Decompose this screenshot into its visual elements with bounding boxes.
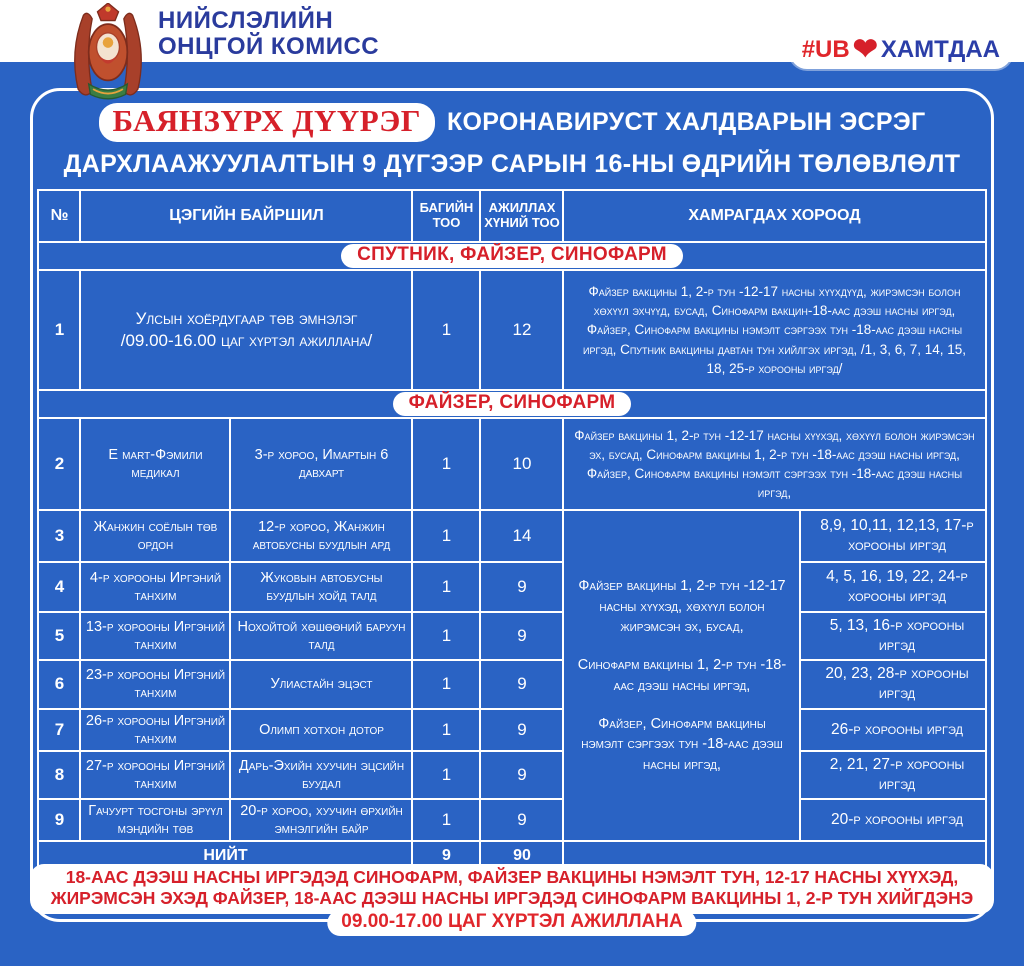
row2-location1: E mart-Фэмили медикал bbox=[80, 418, 230, 510]
row3-staff: 14 bbox=[480, 510, 563, 562]
heart-icon: ❤ bbox=[852, 33, 878, 66]
main-panel bbox=[30, 88, 994, 932]
org-name-line1: НИЙСЛЭЛИЙН bbox=[158, 7, 334, 34]
row8-teams: 1 bbox=[412, 751, 480, 799]
row6-khoroos: 20, 23, 28-р хорооны иргэд bbox=[800, 660, 985, 708]
section-cell bbox=[38, 242, 985, 270]
row9-location2: 20-р хороо, хуучин өрхийн эмнэлгийн байр bbox=[230, 799, 412, 841]
total-staff: 90 bbox=[480, 841, 563, 870]
poster-body bbox=[0, 88, 1024, 966]
row3-no: 3 bbox=[38, 510, 80, 562]
row2-staff: 10 bbox=[480, 418, 563, 510]
col-header-staff: АЖИЛЛАХ ХҮНИЙ ТОО bbox=[480, 190, 563, 242]
merged-note-p2: Синофарм вакцины 1, 2-р тун -18-аас дээш насны иргэд, bbox=[577, 657, 787, 694]
section2-label: ФАЙЗЕР, СИНОФАРМ bbox=[393, 392, 632, 416]
total-teams: 9 bbox=[412, 841, 480, 870]
row2-no: 2 bbox=[38, 418, 80, 510]
hashtag-prefix: #UB bbox=[801, 36, 850, 63]
table-header-row bbox=[38, 190, 985, 242]
section-row-pfizer-sinopharm bbox=[38, 390, 985, 418]
row1-location-line2: /09.00-16.00 цаг хүртэл ажиллана/ bbox=[120, 331, 373, 350]
table-row bbox=[38, 562, 985, 612]
row8-location1: 27-р хорооны Иргэний танхим bbox=[80, 751, 230, 799]
title-line1 bbox=[33, 103, 991, 142]
row5-location1: 13-р хорооны Иргэний танхим bbox=[80, 612, 230, 660]
table-row bbox=[38, 660, 985, 708]
hashtag-badge bbox=[790, 33, 1012, 69]
row7-khoroos: 26-р хорооны иргэд bbox=[800, 709, 985, 751]
top-header-band bbox=[0, 0, 1024, 66]
row5-staff: 9 bbox=[480, 612, 563, 660]
row4-location2: Жуковын автобусны буудлын хойд талд bbox=[230, 562, 412, 612]
merged-vaccine-note bbox=[563, 510, 800, 841]
merged-note-p1: Файзер вакцины 1, 2-р тун -12-17 насны хүүхэд, хөхүүл болон жирэмсэн эх, бусад, bbox=[578, 578, 786, 636]
row4-staff: 9 bbox=[480, 562, 563, 612]
merged-note-p3: Файзер, Синофарм вакцины нэмэлт сэргээх тун -18-аас дээш насны иргэд, bbox=[581, 715, 783, 773]
row1-location bbox=[80, 270, 412, 390]
row3-khoroos: 8,9, 10,11, 12,13, 17-р хорооны иргэд bbox=[800, 510, 985, 562]
row4-no: 4 bbox=[38, 562, 80, 612]
title-block bbox=[33, 91, 991, 179]
title-line2: ДАРХЛААЖУУЛАЛТЫН 9 ДҮГЭЭР САРЫН 16-НЫ ӨДРИЙН ТӨЛӨВЛӨЛТ bbox=[63, 150, 961, 178]
row6-location1: 23-р хорооны Иргэний танхим bbox=[80, 660, 230, 708]
row7-teams: 1 bbox=[412, 709, 480, 751]
title-rest: КОРОНАВИРУСТ ХАЛДВАРЫН ЭСРЭГ bbox=[446, 108, 926, 136]
row7-location1: 26-р хорооны Иргэний танхим bbox=[80, 709, 230, 751]
row2-khorood: Файзер вакцины 1, 2-р тун -12-17 насны хүүхэд, хөхүүл болон жирэмсэн эх, бусад, Синофарм вакцины 1, 2-р тун -18-аас дээш насны иргэд, Файзер, Синофарм вакцины нэмэлт сэргээх тун -18-аас дээш насны иргэд, bbox=[563, 418, 985, 510]
section-cell bbox=[38, 390, 985, 418]
state-emblem-logo bbox=[64, 3, 152, 105]
section-row-sputnik-pfizer-sinopharm bbox=[38, 242, 985, 270]
row2-location2: 3-р хороо, Имартын 6 давхарт bbox=[230, 418, 412, 510]
vaccination-schedule-table bbox=[37, 189, 986, 871]
row7-location2: Олимп хотхон дотор bbox=[230, 709, 412, 751]
row5-location2: Нохойтой хөшөөний баруун талд bbox=[230, 612, 412, 660]
district-badge: БАЯНЗҮРХ ДҮҮРЭГ bbox=[99, 103, 435, 142]
row5-khoroos: 5, 13, 16-р хорооны иргэд bbox=[800, 612, 985, 660]
footer-notice-line2: ЖИРЭМСЭН ЭХЭД ФАЙЗЕР, 18-ААС ДЭЭШ НАСНЫ ИРГЭДЭД СИНОФАРМ ВАКЦИНЫ 1, 2-Р ТУН ХИЙГДЭНЭ bbox=[50, 888, 974, 909]
table-row bbox=[38, 418, 985, 510]
row7-no: 7 bbox=[38, 709, 80, 751]
table-row bbox=[38, 799, 985, 841]
col-header-khorood: ХАМРАГДАХ ХОРООД bbox=[563, 190, 985, 242]
table-row bbox=[38, 709, 985, 751]
emblem-icon bbox=[64, 3, 152, 105]
row5-no: 5 bbox=[38, 612, 80, 660]
row9-khoroos: 20-р хорооны иргэд bbox=[800, 799, 985, 841]
row3-location1: Жанжин соёлын төв ордон bbox=[80, 510, 230, 562]
table-row bbox=[38, 751, 985, 799]
col-header-no: № bbox=[38, 190, 80, 242]
row1-staff: 12 bbox=[480, 270, 563, 390]
row9-staff: 9 bbox=[480, 799, 563, 841]
row3-location2: 12-р хороо, Жанжин автобусны буудлын ард bbox=[230, 510, 412, 562]
footer-notice-line1: 18-ААС ДЭЭШ НАСНЫ ИРГЭДЭД СИНОФАРМ, ФАЙЗЕР ВАКЦИНЫ НЭМЭЛТ ТУН, 12-17 НАСНЫ ХҮҮХЭД, bbox=[65, 867, 959, 887]
row6-staff: 9 bbox=[480, 660, 563, 708]
row7-staff: 9 bbox=[480, 709, 563, 751]
row8-no: 8 bbox=[38, 751, 80, 799]
row3-teams: 1 bbox=[412, 510, 480, 562]
table-row bbox=[38, 612, 985, 660]
total-label: НИЙТ bbox=[38, 841, 412, 870]
row4-teams: 1 bbox=[412, 562, 480, 612]
row5-teams: 1 bbox=[412, 612, 480, 660]
table-row bbox=[38, 270, 985, 390]
row6-location2: Улиастайн эцэст bbox=[230, 660, 412, 708]
row9-teams: 1 bbox=[412, 799, 480, 841]
row8-location2: Дарь-Эхийн хуучин эцсийн буудал bbox=[230, 751, 412, 799]
working-hours-badge: 09.00-17.00 ЦАГ ХҮРТЭЛ АЖИЛЛАНА bbox=[327, 910, 696, 936]
row1-khorood: Файзер вакцины 1, 2-р тун -12-17 насны хүүхдүүд, жирэмсэн болон хөхүүл эхчүүд, бусад, Синофарм вакцин-18-аас дээш насны иргэд, Файзер, Синофарм вакцины нэмэлт сэргээх тун -18-аас дээш насны иргэд, Спутник вакцины давтан тун хийлгэх иргэд, /1, 3, 6, 7, 14, 15, 18, 25-р хорооны иргэд/ bbox=[563, 270, 985, 390]
row4-location1: 4-р хорооны Иргэний танхим bbox=[80, 562, 230, 612]
row4-khoroos: 4, 5, 16, 19, 22, 24-р хорооны иргэд bbox=[800, 562, 985, 612]
hashtag-suffix: ХАМТДАА bbox=[880, 36, 1000, 63]
row1-no: 1 bbox=[38, 270, 80, 390]
row2-teams: 1 bbox=[412, 418, 480, 510]
row6-no: 6 bbox=[38, 660, 80, 708]
org-name-line2: ОНЦГОЙ КОМИСС bbox=[158, 32, 380, 60]
row9-no: 9 bbox=[38, 799, 80, 841]
table-row bbox=[38, 510, 985, 562]
section1-label: СПУТНИК, ФАЙЗЕР, СИНОФАРМ bbox=[341, 244, 683, 268]
row1-teams: 1 bbox=[412, 270, 480, 390]
row8-staff: 9 bbox=[480, 751, 563, 799]
row8-khoroos: 2, 21, 27-р хорооны иргэд bbox=[800, 751, 985, 799]
row1-location-line1: Улсын хоёрдугаар төв эмнэлэг bbox=[135, 308, 358, 328]
col-header-location: ЦЭГИЙН БАЙРШИЛ bbox=[80, 190, 412, 242]
row6-teams: 1 bbox=[412, 660, 480, 708]
row9-location1: Гачуурт тосгоны эрүүл мэндийн төв bbox=[80, 799, 230, 841]
col-header-teams: БАГИЙН ТОО bbox=[412, 190, 480, 242]
footer-notice bbox=[30, 864, 994, 914]
organization-name bbox=[158, 8, 379, 60]
